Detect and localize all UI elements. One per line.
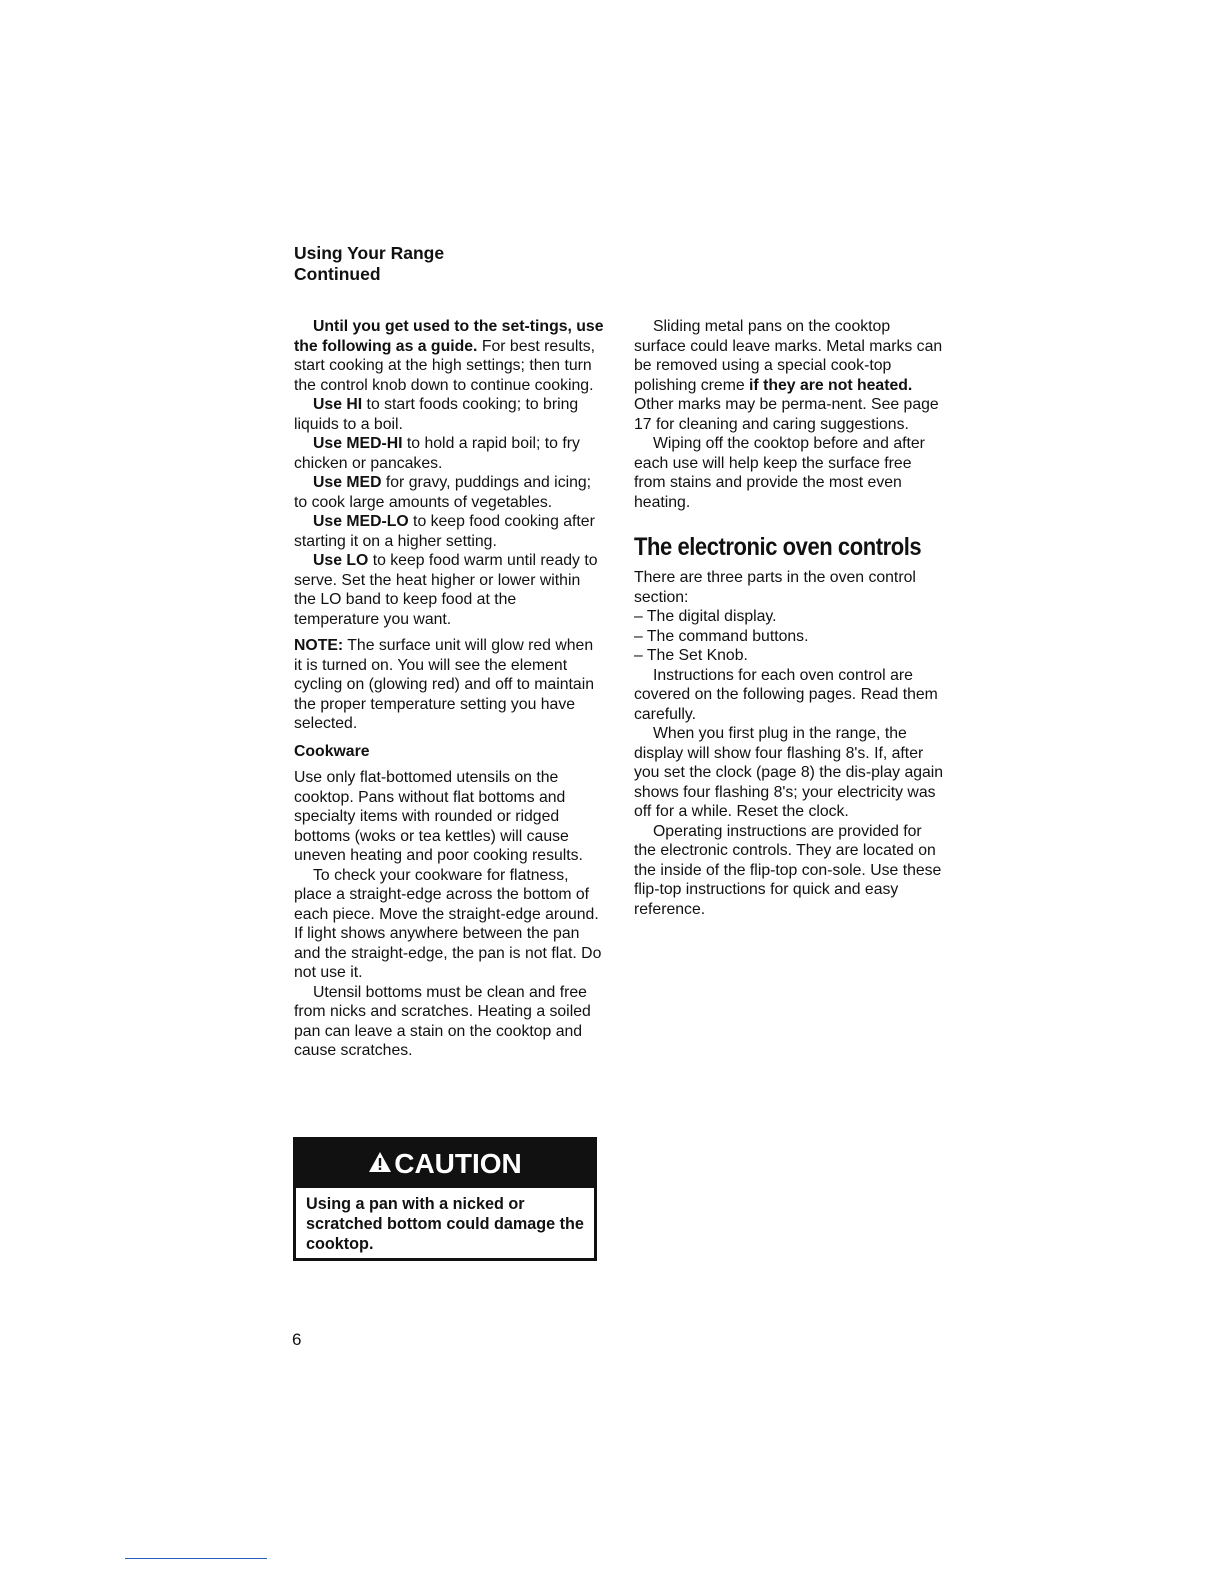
- intro-bold: Until you get used to the set-tings, use the following as a guide.: [294, 318, 604, 355]
- intro-paragraph: [294, 317, 604, 395]
- metal-marks-text-end: Other marks may be perma-nent. See page 17 for cleaning and caring suggestions.: [634, 396, 939, 433]
- oven-controls-heading: The electronic oven controls: [634, 533, 922, 561]
- list-item: – The Set Knob.: [634, 647, 748, 664]
- caution-box: [293, 1137, 597, 1261]
- left-column: [294, 317, 604, 1061]
- warning-triangle-icon: [368, 1148, 394, 1180]
- plug-in-paragraph: When you first plug in the range, the display will show four flashing 8's. If, after you set the clock (page 8) the dis-play again shows four flashing 8's; your electricity was off for a while. Reset the clock.: [634, 725, 944, 820]
- note-paragraph: [294, 636, 604, 734]
- caution-text: Using a pan with a nicked or scratched bottom could damage the cooktop.: [306, 1195, 584, 1253]
- setting-text: to keep food warm until ready to serve. Set the heat higher or lower within the LO band to keep food at the temperature you want.: [294, 552, 598, 628]
- metal-marks-bold: if they are not heated.: [749, 376, 913, 394]
- list-item: – The command buttons.: [634, 627, 809, 645]
- caution-banner: [296, 1140, 594, 1188]
- setting-text: to keep food cooking after starting it on a higher setting.: [294, 513, 595, 550]
- setting-label: Use HI: [313, 396, 363, 413]
- note-label: NOTE:: [294, 637, 344, 654]
- operating-paragraph: Operating instructions are provided for the electronic controls. They are located on the inside of the flip-top con-sole. Use these flip-top instructions for quick and easy reference.: [634, 822, 942, 918]
- right-column: [634, 317, 946, 919]
- setting-med: [294, 473, 604, 512]
- setting-label: Use MED: [313, 474, 382, 491]
- setting-med-lo: [294, 512, 604, 551]
- section-title: Using Your Range: [294, 243, 445, 263]
- setting-med-hi: [294, 434, 604, 473]
- setting-label: Use MED-HI: [313, 435, 403, 452]
- caution-title: CAUTION: [394, 1148, 522, 1179]
- cookware-heading: Cookware: [294, 742, 370, 760]
- setting-hi: [294, 395, 604, 434]
- list-item: – The digital display.: [634, 608, 777, 625]
- setting-text: to hold a rapid boil; to fry chicken or pancakes.: [294, 435, 580, 472]
- parts-intro: There are three parts in the oven control section:: [634, 569, 916, 606]
- intro-text: For best results, start cooking at the high settings; then turn the control knob down to continue cooking.: [294, 337, 596, 394]
- wiping-paragraph: Wiping off the cooktop before and after each use will help keep the surface free from stains and provide the most even heating.: [634, 435, 925, 511]
- cookware-paragraph-3: Utensil bottoms must be clean and free from nicks and scratches. Heating a soiled pan can leave a stain on the cooktop and cause scratches.: [294, 983, 591, 1059]
- section-header: [294, 243, 444, 285]
- metal-marks-text: Sliding metal pans on the cooktop surface could leave marks. Metal marks can be removed using a special cook-top polishing creme: [634, 318, 943, 394]
- instructions-paragraph: Instructions for each oven control are covered on the following pages. Read them carefully.: [634, 666, 938, 723]
- footer-rule: [125, 1558, 267, 1559]
- setting-lo: [294, 551, 604, 629]
- setting-text: for gravy, puddings and icing; to cook large amounts of vegetables.: [294, 474, 592, 511]
- setting-label: Use LO: [313, 552, 369, 569]
- cookware-paragraph-1: Use only flat-bottomed utensils on the cooktop. Pans without flat bottoms and specialty items with rounded or ridged bottoms (woks or tea kettles) will cause uneven heating and poor cooking results.: [294, 769, 583, 864]
- cookware-paragraph-2: To check your cookware for flatness, place a straight-edge across the bottom of each piece. Move the straight-edge around. If light shows anywhere between the pan and the straight-edge, the pan is not flat. Do not use it.: [294, 866, 602, 981]
- note-text: The surface unit will glow red when it is turned on. You will see the element cycling on (glowing red) and off to maintain the proper temperature setting you have selected.: [294, 637, 595, 732]
- setting-text: to start foods cooking; to bring liquids to a boil.: [294, 396, 579, 433]
- section-subtitle: Continued: [294, 264, 381, 284]
- page-number: 6: [292, 1330, 302, 1349]
- setting-label: Use MED-LO: [313, 513, 409, 530]
- metal-marks-paragraph: [634, 317, 946, 434]
